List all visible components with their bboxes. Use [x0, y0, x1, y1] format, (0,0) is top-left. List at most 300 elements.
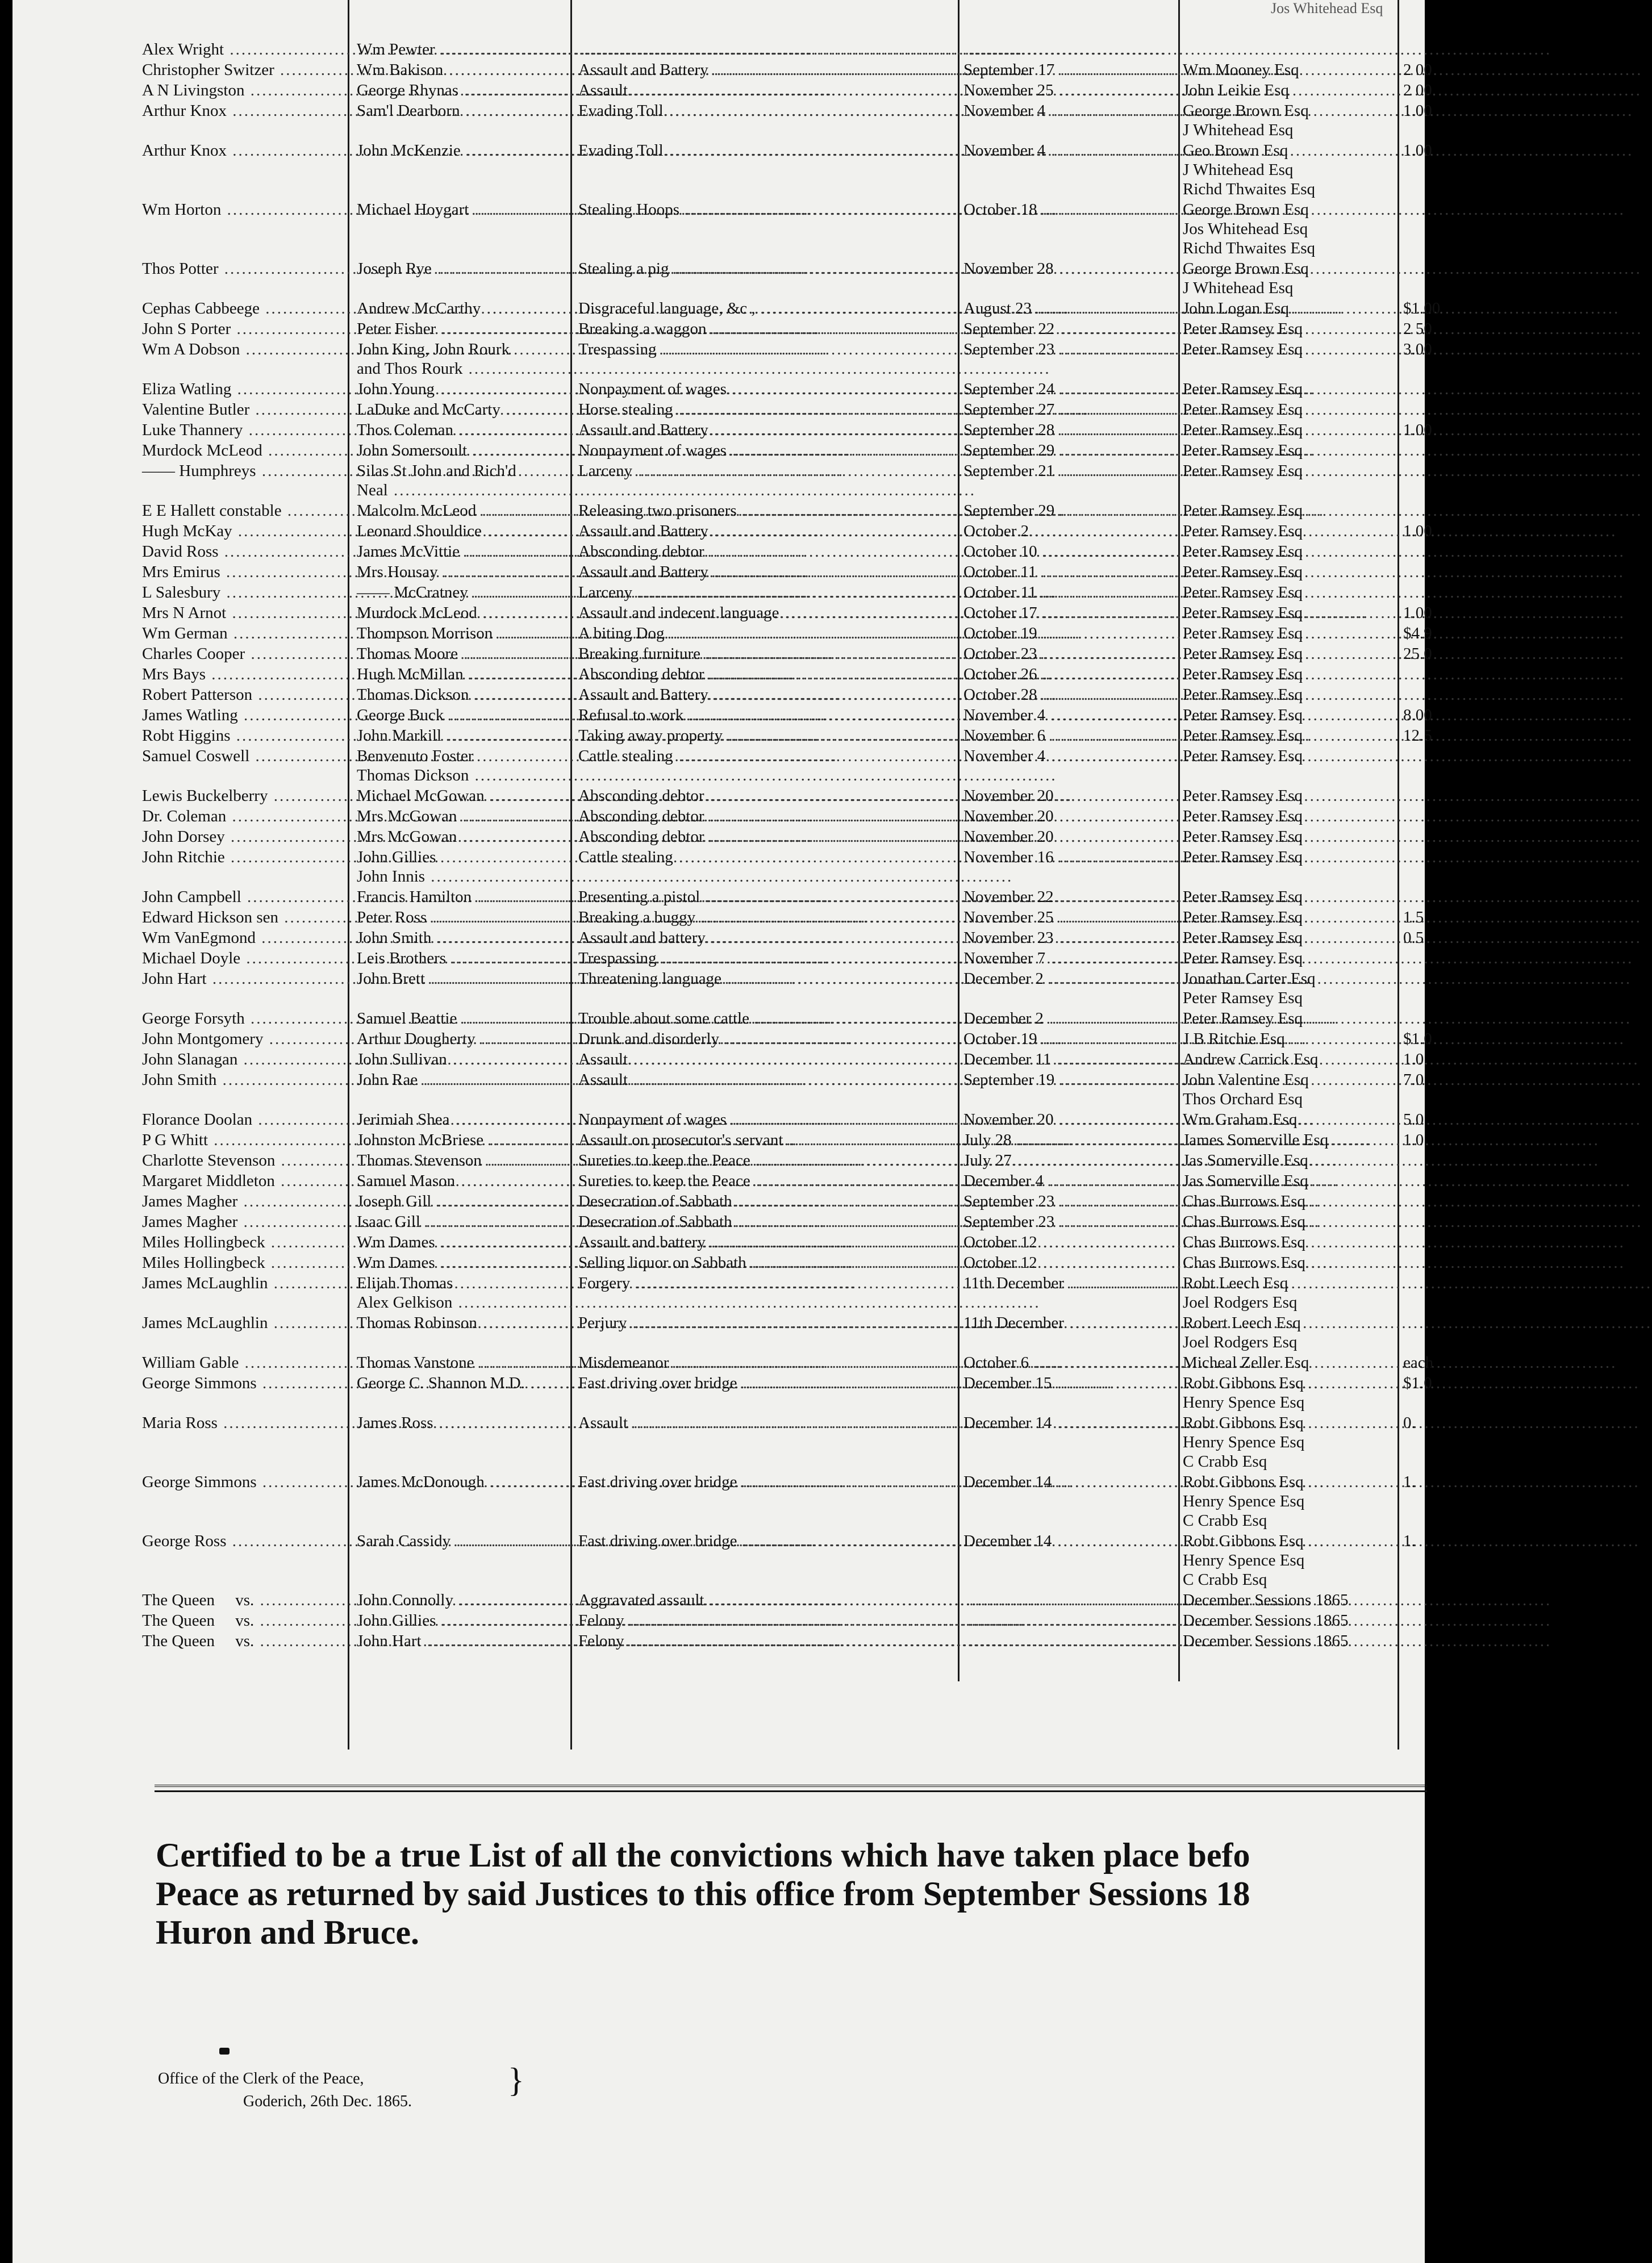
date-cell: September 28 ..... — [963, 420, 1177, 440]
justice-cell: Peter Ramsey Esq — [1183, 888, 1303, 906]
complainant-cell: Francis Hamilton ..... — [357, 887, 567, 907]
fine-cell: 1.00 — [1403, 102, 1432, 120]
justice-cell: Peter Ramsey Esq — [1183, 665, 1303, 683]
justice-cell: George Brown Esq J Whitehead Esq — [1183, 102, 1309, 139]
fine-cell: $1.00 — [1403, 299, 1441, 318]
office-signature — [158, 2068, 412, 2113]
defendant-cell: Hugh McKay ..... — [142, 521, 344, 541]
offence-cell: Trespassing ..... — [578, 340, 955, 378]
defendant-cell: E E Hallett constable ..... — [142, 501, 344, 520]
offence-cell: Breaking a waggon ..... — [578, 319, 955, 339]
double-rule — [155, 1785, 1427, 1792]
complainant-cell: Arthur Dougherty ..... — [357, 1029, 567, 1049]
fine-cell: each — [1403, 1354, 1434, 1372]
offence-cell: Larceny ..... — [578, 461, 955, 500]
justice-cell: Peter Ramsey Esq — [1183, 624, 1303, 642]
complainant-cell: Samuel Mason ..... — [357, 1171, 567, 1191]
date-cell — [963, 1611, 1177, 1630]
date-cell: November 4 ..... — [963, 705, 1177, 725]
complainant-cell: Mrs McGowan ..... — [357, 807, 567, 826]
justice-cell: Robt Gibbons Esq Henry Spence Esq C Crabb Esq — [1183, 1414, 1305, 1471]
fine-cell — [1403, 1212, 1437, 1231]
complainant-cell: John Connolly ..... — [357, 1590, 567, 1610]
complainant-cell: Hugh McMillan ..... — [357, 665, 567, 684]
date-cell: November 20 ..... — [963, 807, 1177, 826]
date-cell: October 19 ..... — [963, 1029, 1177, 1049]
offence-cell: Misdemeanor ..... — [578, 1353, 955, 1372]
justice-cell: John Logan Esq — [1183, 299, 1289, 318]
date-cell: October 19 ..... — [963, 624, 1177, 643]
defendant-cell: L Salesbury ..... — [142, 583, 344, 602]
fine-cell — [1403, 461, 1437, 500]
fine-cell: 0.5 — [1403, 929, 1424, 947]
offence-cell: Assault ..... — [578, 1050, 955, 1069]
date-cell: September 29 ..... — [963, 441, 1177, 460]
complainant-cell: Thomas Robinson ..... — [357, 1313, 567, 1352]
fine-cell: 2 50 — [1403, 320, 1432, 338]
fine-cell — [1403, 583, 1437, 602]
complainant-cell: Thos Coleman ..... — [357, 420, 567, 440]
date-cell: September 22 ..... — [963, 319, 1177, 339]
justice-cell: John Valentine Esq Thos Orchard Esq — [1183, 1071, 1309, 1108]
offence-cell: Larceny ..... — [578, 583, 955, 602]
ink-mark — [219, 2048, 230, 2055]
complainant-cell: John Somersoult ..... — [357, 441, 567, 460]
justice-cell: Robt Gibbons Esq Henry Spence Esq — [1183, 1374, 1305, 1412]
date-cell: October 28 ..... — [963, 685, 1177, 704]
date-cell: September 21 ..... — [963, 461, 1177, 500]
complainant-cell: Silas St John and Rich'd Neal ..... — [357, 461, 567, 500]
complainant-cell: John Sullivan ..... — [357, 1050, 567, 1069]
defendant-cell: John Smith ..... — [142, 1070, 344, 1109]
defendant-cell: John Ritchie ..... — [142, 847, 344, 886]
defendant-cell: David Ross ..... — [142, 542, 344, 561]
fine-cell — [1403, 501, 1437, 520]
offence-cell: Evading Toll ..... — [578, 101, 955, 140]
offence-cell: Assault and Battery ..... — [578, 562, 955, 582]
justice-cell: J B Ritchie Esq — [1183, 1030, 1285, 1048]
fine-cell: 1. — [1403, 1473, 1416, 1491]
defendant-cell: George Forsyth ..... — [142, 1009, 344, 1028]
offence-cell: Nonpayment of wages ..... — [578, 441, 955, 460]
offence-cell: Perjury ..... — [578, 1313, 955, 1352]
complainant-cell: James McVittie ..... — [357, 542, 567, 561]
justice-cell: Chas Burrows Esq — [1183, 1254, 1305, 1272]
justice-cell: Peter Ramsey Esq — [1183, 1009, 1303, 1028]
fine-cell — [1403, 786, 1437, 805]
fine-cell — [1403, 379, 1437, 399]
fine-cell: 12.5 — [1403, 727, 1432, 745]
complainant-cell: Leis Brothers ..... — [357, 949, 567, 968]
complainant-cell: Johnston McBriese ..... — [357, 1130, 567, 1150]
justice-cell: Robt Gibbons Esq Henry Spence Esq C Crabb Esq — [1183, 1473, 1305, 1530]
date-cell: December 2 ..... — [963, 1009, 1177, 1028]
offence-cell: Felony ..... — [578, 1611, 955, 1630]
date-cell: July 27 ..... — [963, 1151, 1177, 1170]
complainant-cell: Thomas Moore ..... — [357, 644, 567, 663]
justice-cell: Peter Ramsey Esq — [1183, 340, 1303, 358]
offence-cell: Assault and Battery ..... — [578, 685, 955, 704]
date-cell: November 28 ..... — [963, 259, 1177, 298]
justice-cell: Peter Ramsey Esq — [1183, 502, 1303, 520]
defendant-cell: The Queen vs. ..... — [142, 1631, 344, 1651]
offence-cell: Threatening language ..... — [578, 969, 955, 1008]
offence-cell: Assault on prosecutor's servant ..... — [578, 1130, 955, 1150]
justice-cell: Chas Burrows Esq — [1183, 1213, 1305, 1231]
offence-cell: Breaking furniture ..... — [578, 644, 955, 663]
header-fragment: Jos Whitehead Esq — [1271, 0, 1383, 16]
offence-cell: Absconding debtor ..... — [578, 827, 955, 846]
date-cell: September 27 ..... — [963, 400, 1177, 419]
offence-cell: Aggravated assault ..... — [578, 1590, 955, 1610]
date-cell: October 12 ..... — [963, 1253, 1177, 1272]
date-cell: October 11 ..... — [963, 583, 1177, 602]
certification-text — [156, 1836, 1440, 1952]
justice-cell: December Sessions 1865 — [1183, 1632, 1349, 1650]
justice-cell: Peter Ramsey Esq — [1183, 747, 1303, 765]
justice-cell: Peter Ramsey Esq — [1183, 604, 1303, 622]
complainant-cell: Mrs Housay ..... — [357, 562, 567, 582]
fine-cell: 1.00 — [1403, 141, 1432, 160]
date-cell: August 23 ..... — [963, 299, 1177, 318]
date-cell: November 6 ..... — [963, 726, 1177, 745]
date-cell: November 25 ..... — [963, 908, 1177, 927]
fine-cell: 1.00 — [1403, 522, 1432, 540]
offence-cell: Releasing two prisoners ..... — [578, 501, 955, 520]
offence-cell: Assault and indecent language ..... — [578, 603, 955, 623]
defendant-cell: Eliza Watling ..... — [142, 379, 344, 399]
justice-cell: Peter Ramsey Esq — [1183, 787, 1303, 805]
offence-cell: Drunk and disorderly ..... — [578, 1029, 955, 1049]
complainant-cell: Elijah Thomas Alex Gelkison ..... — [357, 1274, 567, 1312]
defendant-cell: Miles Hollingbeck ..... — [142, 1233, 344, 1252]
defendant-cell: Arthur Knox ..... — [142, 101, 344, 140]
date-cell: November 22 ..... — [963, 887, 1177, 907]
complainant-cell: Leonard Shouldice ..... — [357, 521, 567, 541]
defendant-cell: James Watling ..... — [142, 705, 344, 725]
defendant-cell: Alex Wright ..... — [142, 40, 344, 59]
justice-cell: Peter Ramsey Esq — [1183, 441, 1303, 460]
fine-cell — [1403, 1631, 1437, 1651]
justice-cell: Wm Graham Esq — [1183, 1110, 1298, 1129]
complainant-cell: Sarah Cassidy ..... — [357, 1531, 567, 1589]
date-cell: 11th December ..... — [963, 1274, 1177, 1312]
offence-cell: Absconding debtor ..... — [578, 807, 955, 826]
complainant-cell: Michael McGowan ..... — [357, 786, 567, 805]
complainant-cell: Thompson Morrison ..... — [357, 624, 567, 643]
offence-cell: Sureties to keep the Peace ..... — [578, 1151, 955, 1170]
justice-cell: George Brown Esq J Whitehead Esq — [1183, 260, 1309, 297]
defendant-cell: Miles Hollingbeck ..... — [142, 1253, 344, 1272]
defendant-cell: Edward Hickson sen ..... — [142, 908, 344, 927]
offence-cell: Desecration of Sabbath ..... — [578, 1192, 955, 1211]
date-cell: September 17 ..... — [963, 60, 1177, 80]
offence-cell: Disgraceful language, &c , ..... — [578, 299, 955, 318]
defendant-cell: P G Whitt ..... — [142, 1130, 344, 1150]
date-cell: December 2 ..... — [963, 969, 1177, 1008]
complainant-cell: Jerimiah Shea ..... — [357, 1110, 567, 1129]
justice-cell: Robt Leech Esq Joel Rodgers Esq — [1183, 1274, 1298, 1312]
offence-cell: Felony ..... — [578, 1631, 955, 1651]
fine-cell — [1403, 887, 1437, 907]
justice-cell: Chas Burrows Esq — [1183, 1233, 1305, 1251]
defendant-cell: John Slanagan ..... — [142, 1050, 344, 1069]
defendant-cell: James Magher ..... — [142, 1212, 344, 1231]
fine-cell: $4.9 — [1403, 624, 1432, 642]
justice-cell: Peter Ramsey Esq — [1183, 807, 1303, 825]
justice-cell: Peter Ramsey Esq — [1183, 583, 1303, 602]
defendant-cell: A N Livingston ..... — [142, 81, 344, 100]
defendant-cell: Wm German ..... — [142, 624, 344, 643]
justice-cell: December Sessions 1865 — [1183, 1611, 1349, 1630]
justice-cell: Peter Ramsey Esq — [1183, 727, 1303, 745]
office-date-line: Goderich, 26th Dec. 1865. — [243, 2093, 412, 2110]
justice-cell: Robert Leech Esq Joel Rodgers Esq — [1183, 1314, 1301, 1351]
justice-cell: Peter Ramsey Esq — [1183, 421, 1303, 439]
date-cell — [963, 40, 1177, 59]
defendant-cell: John S Porter ..... — [142, 319, 344, 339]
date-cell: September 23 ..... — [963, 1192, 1177, 1211]
fine-cell: 1.00 — [1403, 421, 1432, 439]
defendant-cell: —— Humphreys ..... — [142, 461, 344, 500]
defendant-cell: Christopher Switzer ..... — [142, 60, 344, 80]
justice-cell: Jas Somerville Esq — [1183, 1172, 1308, 1190]
fine-cell: 1.5 — [1403, 908, 1424, 926]
offence-cell: Taking away property ..... — [578, 726, 955, 745]
offence-cell: Forgery ..... — [578, 1274, 955, 1312]
offence-cell: Fast driving over bridge ..... — [578, 1373, 955, 1412]
date-cell: September 23 ..... — [963, 340, 1177, 378]
date-cell: October 18 ..... — [963, 200, 1177, 258]
complainant-cell: Thomas Dickson ..... — [357, 685, 567, 704]
complainant-cell: Peter Fisher ..... — [357, 319, 567, 339]
fine-cell — [1403, 1611, 1437, 1630]
fine-cell — [1403, 1590, 1437, 1610]
justice-cell: Jonathan Carter Esq Peter Ramsey Esq — [1183, 970, 1316, 1007]
justice-cell: Chas Burrows Esq — [1183, 1192, 1305, 1210]
date-cell: December 11 ..... — [963, 1050, 1177, 1069]
fine-cell — [1403, 847, 1437, 886]
defendant-cell: Lewis Buckelberry ..... — [142, 786, 344, 805]
complainant-cell: John King, John Rourk and Thos Rourk ..... — [357, 340, 567, 378]
certification-line: Peace as returned by said Justices to this office from September Sessions 18 — [156, 1875, 1250, 1913]
complainant-cell: Joseph Gill ..... — [357, 1192, 567, 1211]
offence-cell: Fast driving over bridge ..... — [578, 1472, 955, 1530]
certification-line: Huron and Bruce. — [156, 1914, 419, 1951]
fine-cell — [1403, 1009, 1437, 1028]
complainant-cell: Michael Hoygart ..... — [357, 200, 567, 258]
defendant-cell: George Simmons ..... — [142, 1373, 344, 1412]
justice-cell: Micheal Zeller Esq — [1183, 1354, 1309, 1372]
offence-cell: Assault ..... — [578, 81, 955, 100]
fine-cell: 7.0 — [1403, 1071, 1424, 1089]
defendant-cell: Samuel Coswell ..... — [142, 746, 344, 785]
justice-cell — [1183, 40, 1404, 59]
date-cell: November 4 ..... — [963, 101, 1177, 140]
complainant-cell: John Gillies John Innis ..... — [357, 847, 567, 886]
defendant-cell: Florance Doolan ..... — [142, 1110, 344, 1129]
date-cell: November 16 ..... — [963, 847, 1177, 886]
defendant-cell: Valentine Butler ..... — [142, 400, 344, 419]
fine-cell — [1403, 441, 1437, 460]
offence-cell: Cattle stealing ..... — [578, 847, 955, 886]
complainant-cell: John Hart ..... — [357, 1631, 567, 1651]
fine-cell: 0. — [1403, 1414, 1416, 1432]
justice-cell: Peter Ramsey Esq — [1183, 542, 1303, 561]
defendant-cell: Thos Potter ..... — [142, 259, 344, 298]
offence-cell: Trespassing ..... — [578, 949, 955, 968]
justice-cell: Peter Ramsey Esq — [1183, 380, 1303, 398]
complainant-cell: Joseph Rye ..... — [357, 259, 567, 298]
fine-cell — [1403, 827, 1437, 846]
justice-cell: Peter Ramsey Esq — [1183, 929, 1303, 947]
justice-cell: Peter Ramsey Esq — [1183, 949, 1303, 967]
complainant-cell: John Gillies ..... — [357, 1611, 567, 1630]
offence-cell: Nonpayment of wages ..... — [578, 379, 955, 399]
complainant-cell: —— McCratney ..... — [357, 583, 567, 602]
offence-cell — [578, 40, 955, 59]
fine-cell: $1.0 — [1403, 1374, 1432, 1392]
date-cell: November 25 ..... — [963, 81, 1177, 100]
defendant-cell: John Campbell ..... — [142, 887, 344, 907]
offence-cell: Stealing Hoops ..... — [578, 200, 955, 258]
fine-cell — [1403, 1171, 1437, 1191]
date-cell: October 2 ..... — [963, 521, 1177, 541]
complainant-cell: Peter Ross ..... — [357, 908, 567, 927]
date-cell: September 24 ..... — [963, 379, 1177, 399]
office-line: Office of the Clerk of the Peace, — [158, 2070, 364, 2087]
complainant-cell: George C. Shannon M.D. ..... — [357, 1373, 567, 1412]
justice-cell: Peter Ramsey Esq — [1183, 848, 1303, 866]
justice-cell: James Somerville Esq — [1183, 1131, 1329, 1149]
offence-cell: Presenting a pistol ..... — [578, 887, 955, 907]
offence-cell: Breaking a buggy ..... — [578, 908, 955, 927]
offence-cell: Trouble about some cattle ..... — [578, 1009, 955, 1028]
date-cell: December 14 ..... — [963, 1413, 1177, 1471]
complainant-cell: Samuel Beattie ..... — [357, 1009, 567, 1028]
offence-cell: Assault and Battery ..... — [578, 521, 955, 541]
fine-cell — [1403, 259, 1437, 298]
date-cell: 11th December ..... — [963, 1313, 1177, 1352]
complainant-cell: Wm Bakison ..... — [357, 60, 567, 80]
complainant-cell: Sam'l Dearborn ..... — [357, 101, 567, 140]
offence-cell: Assault and battery ..... — [578, 928, 955, 947]
defendant-cell: John Dorsey ..... — [142, 827, 344, 846]
fine-cell — [1403, 542, 1437, 561]
defendant-cell: Mrs Bays ..... — [142, 665, 344, 684]
complainant-cell: John McKenzie ..... — [357, 141, 567, 199]
fine-cell: 8.00 — [1403, 706, 1432, 724]
offence-cell: Assault and battery ..... — [578, 1233, 955, 1252]
fine-cell — [1403, 949, 1437, 968]
defendant-cell: Arthur Knox ..... — [142, 141, 344, 199]
defendant-cell: The Queen vs. ..... — [142, 1611, 344, 1630]
fine-cell — [1403, 40, 1437, 59]
justice-cell: Peter Ramsey Esq — [1183, 400, 1303, 419]
complainant-cell: George Buck ..... — [357, 705, 567, 725]
defendant-cell: George Simmons ..... — [142, 1472, 344, 1530]
date-cell: September 19 ..... — [963, 1070, 1177, 1109]
justice-cell: Peter Ramsey Esq — [1183, 706, 1303, 724]
defendant-cell: Wm Horton ..... — [142, 200, 344, 258]
fine-cell: 1.00 — [1403, 604, 1432, 622]
fine-cell — [1403, 1192, 1437, 1211]
justice-cell: Peter Ramsey Esq — [1183, 522, 1303, 540]
fine-cell: 3.00 — [1403, 340, 1432, 358]
fine-cell: 2 00 — [1403, 81, 1432, 99]
offence-cell: Stealing a pig ..... — [578, 259, 955, 298]
fine-cell — [1403, 746, 1437, 785]
fine-cell — [1403, 400, 1437, 419]
certification-line: Certified to be a true List of all the convictions which have taken place befo — [156, 1836, 1250, 1874]
offence-cell: Selling liquor on Sabbath ..... — [578, 1253, 955, 1272]
fine-cell: 5.0 — [1403, 1110, 1424, 1129]
justice-cell: Peter Ramsey Esq — [1183, 320, 1303, 338]
document-page — [12, 0, 1441, 2263]
complainant-cell: James Ross ..... — [357, 1413, 567, 1471]
justice-cell: George Brown Esq Jos Whitehead Esq Richd Thwaites Esq — [1183, 201, 1316, 257]
offence-cell: Assault and Battery ..... — [578, 420, 955, 440]
defendant-cell: Mrs N Arnot ..... — [142, 603, 344, 623]
offence-cell: Sureties to keep the Peace ..... — [578, 1171, 955, 1191]
offence-cell: Nonpayment of wages ..... — [578, 1110, 955, 1129]
date-cell: November 4 ..... — [963, 746, 1177, 785]
complainant-cell: Thomas Stevenson ..... — [357, 1151, 567, 1170]
justice-cell: Peter Ramsey Esq — [1183, 908, 1303, 926]
justice-cell: Wm Mooney Esq — [1183, 61, 1299, 79]
complainant-cell: John Smith ..... — [357, 928, 567, 947]
defendant-cell: Robt Higgins ..... — [142, 726, 344, 745]
offence-cell: Assault and Battery ..... — [578, 60, 955, 80]
date-cell: December 15 ..... — [963, 1373, 1177, 1412]
justice-cell: Geo Brown Esq J Whitehead Esq Richd Thwaites Esq — [1183, 141, 1316, 198]
defendant-cell: Luke Thannery ..... — [142, 420, 344, 440]
complainant-cell: LaDuke and McCarty ..... — [357, 400, 567, 419]
justice-cell: Jas Somerville Esq — [1183, 1151, 1308, 1170]
date-cell: November 4 ..... — [963, 141, 1177, 199]
defendant-cell: Maria Ross ..... — [142, 1413, 344, 1471]
fine-cell: 1. — [1403, 1532, 1416, 1550]
fine-cell: 2 00 — [1403, 61, 1432, 79]
date-cell: December 14 ..... — [963, 1531, 1177, 1589]
defendant-cell: Mrs Emirus ..... — [142, 562, 344, 582]
fine-cell — [1403, 807, 1437, 826]
justice-cell: Peter Ramsey Esq — [1183, 462, 1303, 480]
defendant-cell: Dr. Coleman ..... — [142, 807, 344, 826]
date-cell: November 20 ..... — [963, 786, 1177, 805]
fine-cell: 1.0 — [1403, 1131, 1424, 1149]
offence-cell: Assault ..... — [578, 1070, 955, 1109]
fine-cell — [1403, 665, 1437, 684]
offence-cell: Absconding debtor ..... — [578, 542, 955, 561]
defendant-cell: James McLaughlin ..... — [142, 1274, 344, 1312]
complainant-cell: Isaac Gill ..... — [357, 1212, 567, 1231]
justice-cell: John Leikie Esq — [1183, 81, 1289, 99]
fine-cell — [1403, 200, 1437, 258]
complainant-cell: John Markill ..... — [357, 726, 567, 745]
complainant-cell: George Rhynas ..... — [357, 81, 567, 100]
defendant-cell: John Hart ..... — [142, 969, 344, 1008]
date-cell: November 20 ..... — [963, 827, 1177, 846]
offence-cell: Assault ..... — [578, 1413, 955, 1471]
brace-mark: } — [508, 2061, 524, 2099]
date-cell: September 23 ..... — [963, 1212, 1177, 1231]
defendant-cell: Wm VanEgmond ..... — [142, 928, 344, 947]
complainant-cell: Benvenuto Foster Thomas Dickson ..... — [357, 746, 567, 785]
justice-cell: Peter Ramsey Esq — [1183, 645, 1303, 663]
offence-cell: Absconding debtor ..... — [578, 786, 955, 805]
fine-cell — [1403, 1253, 1437, 1272]
